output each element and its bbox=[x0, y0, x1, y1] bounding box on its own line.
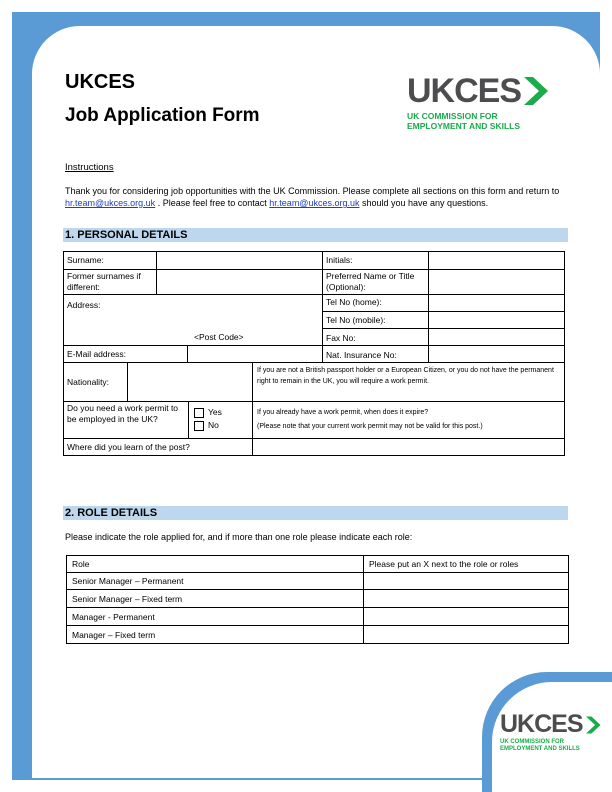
nationality-input[interactable] bbox=[127, 362, 253, 402]
ni-label-cell: Nat. Insurance No: bbox=[322, 345, 429, 363]
instructions-text: Thank you for considering job opportunities with the UK Commission. Please complete all sections on this form and return to hr.team@ukces.org.uk . Please feel free to contact hr.team@ukces.org.uk should you have any questions. bbox=[65, 186, 560, 208]
initials-input[interactable] bbox=[428, 251, 565, 270]
logo-tagline-2: EMPLOYMENT AND SKILLS bbox=[407, 121, 521, 131]
work-permit-no-option[interactable]: No bbox=[194, 420, 219, 431]
no-checkbox[interactable] bbox=[194, 421, 204, 431]
tel-mobile-input[interactable] bbox=[428, 311, 565, 329]
initials-label-cell: Initials: bbox=[322, 251, 429, 270]
role-mark-input[interactable] bbox=[363, 607, 569, 626]
table-row: Manager - Permanent bbox=[66, 607, 364, 626]
work-permit-yes-option[interactable]: Yes bbox=[194, 407, 222, 418]
hr-email-link-2[interactable]: hr.team@ukces.org.uk bbox=[269, 198, 360, 208]
role-mark-input[interactable] bbox=[363, 625, 569, 644]
nationality-note-cell: If you are not a British passport holder or a European Citizen, or you do not have the permanent right to remain in the UK, you will require a work permit. bbox=[252, 362, 565, 402]
page-title: Job Application Form bbox=[65, 105, 260, 126]
tel-home-label-cell: Tel No (home): bbox=[322, 294, 429, 312]
address-label: Address: bbox=[67, 300, 101, 310]
work-permit-question-cell: Do you need a work permit to be employed in the UK? bbox=[63, 401, 189, 439]
mark-header-cell: Please put an X next to the role or roles bbox=[363, 555, 569, 573]
table-row: Senior Manager – Permanent bbox=[66, 572, 364, 590]
nationality-label-cell: Nationality: bbox=[63, 362, 128, 402]
logo-chevron-icon bbox=[524, 77, 548, 105]
ni-input[interactable] bbox=[428, 345, 565, 363]
instructions-heading: Instructions bbox=[65, 162, 114, 173]
badge-chevron-icon bbox=[586, 715, 600, 735]
table-row: Senior Manager – Fixed term bbox=[66, 589, 364, 608]
role-mark-input[interactable] bbox=[363, 589, 569, 608]
address-input[interactable] bbox=[63, 294, 323, 346]
section-role-details-heading: 2. ROLE DETAILS bbox=[63, 506, 568, 520]
role-instructions: Please indicate the role applied for, and if more than one role please indicate each role: bbox=[65, 532, 413, 542]
ukces-logo bbox=[407, 74, 557, 131]
surname-input[interactable] bbox=[156, 251, 323, 270]
ukces-badge-logo bbox=[500, 712, 600, 753]
logo-tagline-1: UK COMMISSION FOR bbox=[407, 111, 498, 121]
post-code-placeholder: <Post Code> bbox=[194, 332, 244, 342]
fax-input[interactable] bbox=[428, 328, 565, 346]
work-permit-expiry-input[interactable]: If you already have a work permit, when does it expire? (Please note that your current work permit may not be valid for this post.) bbox=[252, 401, 565, 439]
where-learn-label-cell: Where did you learn of the post? bbox=[63, 438, 253, 456]
email-label-cell: E-Mail address: bbox=[63, 345, 188, 363]
logo-wordmark: UKCES bbox=[407, 74, 557, 108]
preferred-name-input[interactable] bbox=[428, 269, 565, 295]
where-learn-input[interactable] bbox=[252, 438, 565, 456]
tel-home-input[interactable] bbox=[428, 294, 565, 312]
yes-checkbox[interactable] bbox=[194, 408, 204, 418]
badge-tagline-1: UK COMMISSION FOR bbox=[500, 739, 564, 745]
fax-label-cell: Fax No: bbox=[322, 328, 429, 346]
section-personal-details-heading: 1. PERSONAL DETAILS bbox=[63, 228, 568, 242]
badge-wordmark: UKCES bbox=[500, 712, 600, 737]
surname-label-cell: Surname: bbox=[63, 251, 157, 270]
hr-email-link-1[interactable]: hr.team@ukces.org.uk bbox=[65, 198, 156, 208]
former-surnames-input[interactable] bbox=[156, 269, 323, 295]
table-row: Manager – Fixed term bbox=[66, 625, 364, 644]
work-permit-options-cell bbox=[188, 401, 253, 439]
tel-mobile-label-cell: Tel No (mobile): bbox=[322, 311, 429, 329]
org-heading: UKCES bbox=[65, 71, 136, 93]
preferred-name-label-cell: Preferred Name or Title (Optional): bbox=[322, 269, 429, 295]
former-surnames-label-cell: Former surnames if different: bbox=[63, 269, 157, 295]
role-mark-input[interactable] bbox=[363, 572, 569, 590]
email-input[interactable] bbox=[187, 345, 323, 363]
badge-tagline-2: EMPLOYMENT AND SKILLS bbox=[500, 746, 580, 752]
role-header-cell: Role bbox=[66, 555, 364, 573]
